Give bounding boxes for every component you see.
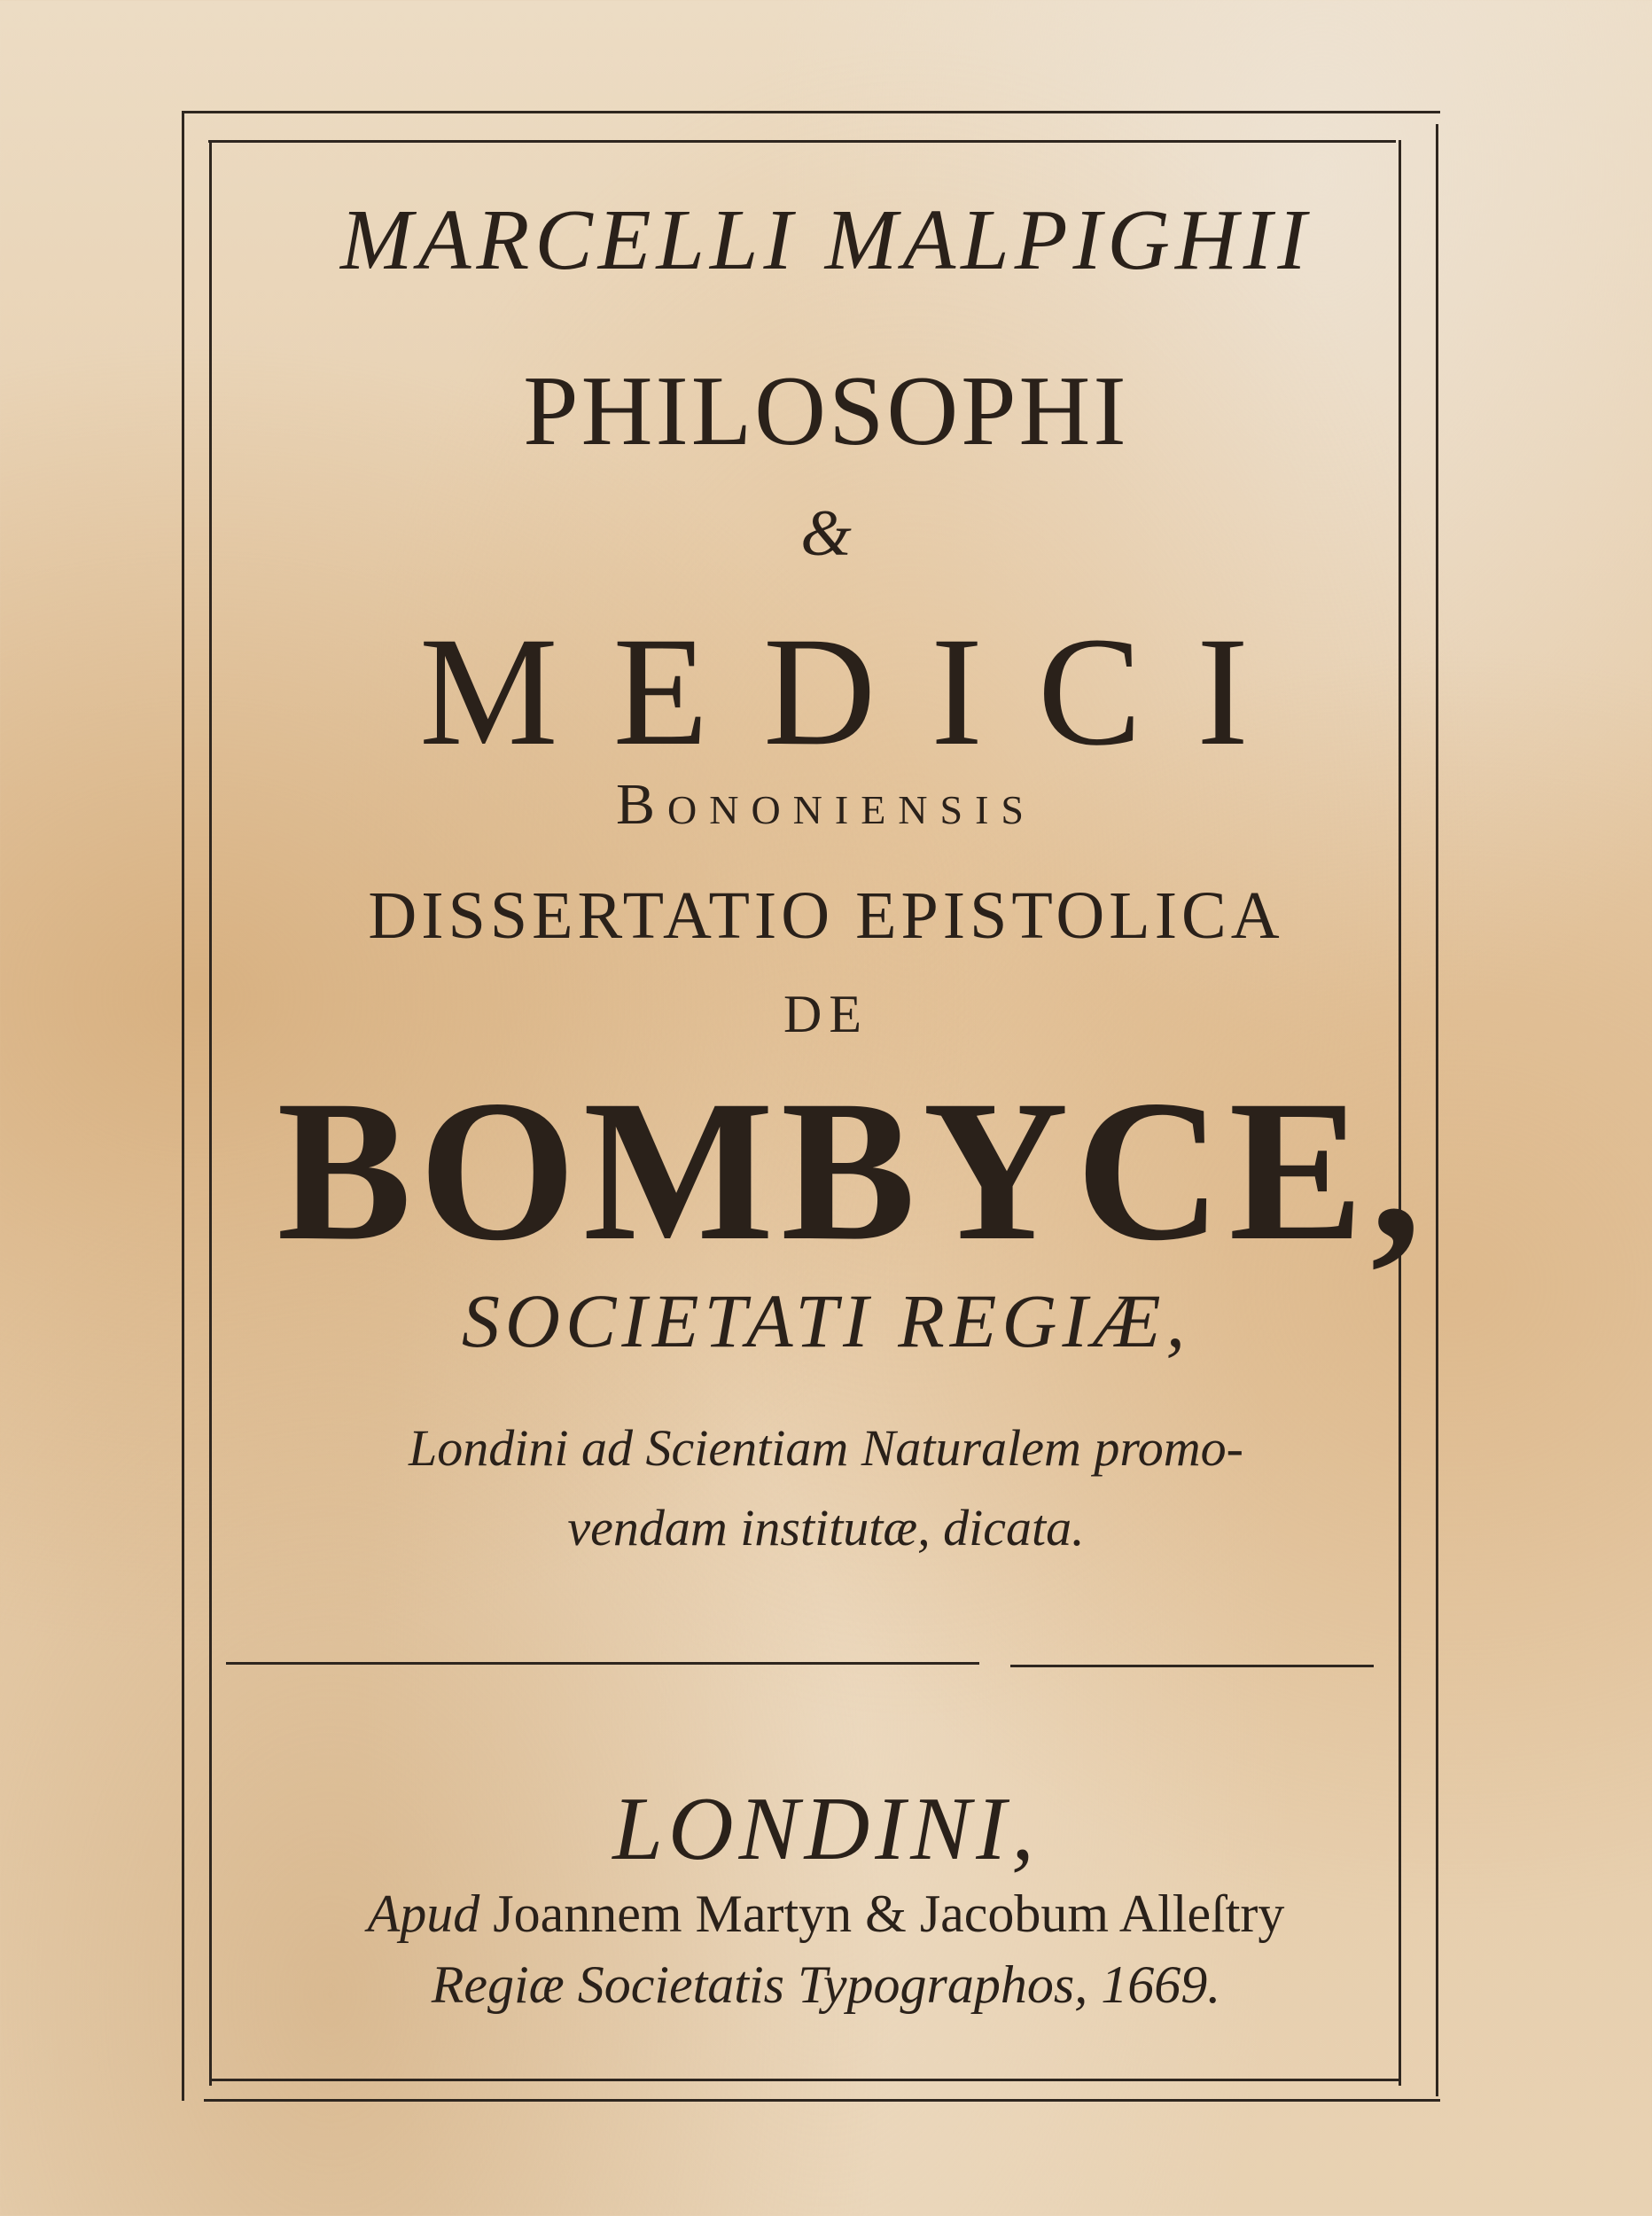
title-bononiensis: Bononiensis (615, 772, 1037, 837)
title-ampersand: & (800, 497, 852, 570)
frame-bottom-inner-rule (209, 2079, 1399, 2081)
imprint-apud: Apud (367, 1884, 480, 1943)
dedication-line-2: vendam institutæ, dicata. (567, 1499, 1085, 1557)
divider-rule-right (1010, 1665, 1374, 1667)
title-societati: SOCIETATI REGIÆ, (461, 1278, 1191, 1363)
frame-bottom-rule (204, 2099, 1440, 2102)
frame-top-inner-rule (208, 140, 1396, 143)
divider-rule-left (226, 1662, 979, 1665)
author-name: MARCELLI MALPIGHII (339, 192, 1313, 288)
imprint-printers: Joannem Martyn & Jacobum Alleſtry (493, 1884, 1285, 1943)
title-de: DE (783, 985, 869, 1043)
dedication-line-1: Londini ad Scientiam Naturalem promo- (409, 1419, 1243, 1477)
imprint-line-2: Regiæ Societatis Typographos, 1669. (431, 1955, 1221, 2014)
imprint-printers-line (0, 1884, 1652, 1945)
title-medici: MEDICI (419, 605, 1304, 778)
title-bombyce: BOMBYCE, (277, 1059, 1429, 1283)
frame-top-rule (182, 111, 1440, 113)
imprint-city: LONDINI, (612, 1779, 1040, 1879)
title-dissertatio: DISSERTATIO EPISTOLICA (368, 878, 1284, 953)
title-philosophi: PHILOSOPHI (523, 356, 1129, 466)
